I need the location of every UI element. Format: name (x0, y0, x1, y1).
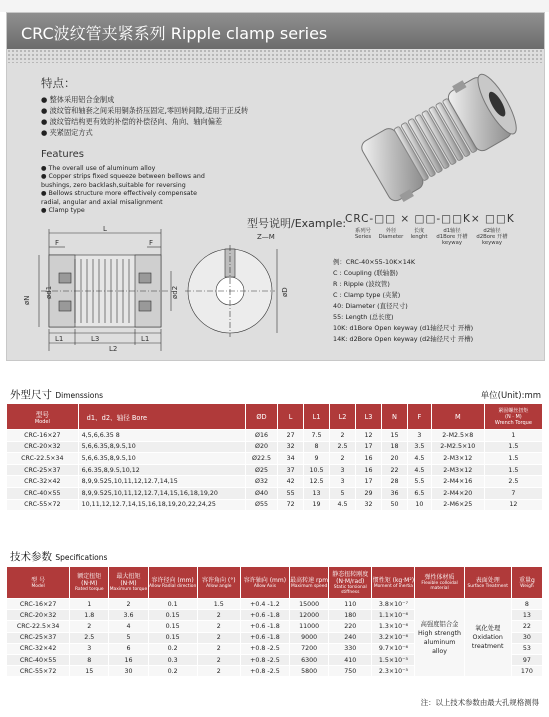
model-part-d1: d1轴径 d1Bore 开槽 keyway (436, 228, 468, 246)
feature-cn-1: ● 整体采用铝合金制成 (41, 95, 115, 104)
features-en-title: Features (41, 149, 84, 160)
label-F-left: F (55, 239, 60, 247)
dimension-drawing (25, 225, 325, 355)
spec-col-model: 型 号 Model (7, 567, 70, 599)
coupling-product-image (337, 45, 537, 225)
spec-col-stiffness: 静态扭转刚度 (N·M/rad) Static torsional stiffness (329, 567, 372, 599)
table-row: CRC-16×27 4,5,6,6.35 8 Ø16 27 7.5 2 12 15 3 2-M2.5×8 1 (7, 430, 543, 442)
table-row: CRC-25×37 6,6.35,8,9.5,10,12 Ø25 37 10.5 3 16 22 4.5 2-M3×12 1.5 (7, 464, 543, 476)
feature-cn-3: ● 波纹管结构更有效的补偿的补偿径向、角向、轴向偏差 (41, 117, 223, 126)
example-line-3: R : Ripple (波纹管) (333, 280, 390, 288)
col-wrench: 紧固螺丝扭矩 (N · M) Wrench Torque (484, 404, 542, 430)
unit-label: 单位(Unit):mm (480, 391, 541, 401)
col-F: F (407, 404, 431, 430)
table-row: CRC-55×72 15 30 0.2 2 +0.8 -2.5 5800 750 2.3×10⁻⁵ 170 (7, 666, 543, 677)
example-line-2: C : Coupling (联轴器) (333, 269, 399, 277)
page-title: CRC波纹管夹紧系列 Ripple clamp series (21, 24, 328, 43)
spec-col-weight: 重量g Weigh (511, 567, 542, 599)
label-section: Z—M (257, 233, 275, 241)
label-D: øD (281, 287, 289, 297)
example-line-6: 55: Length (总长度) (333, 313, 394, 321)
top-band (0, 0, 549, 12)
table-row: CRC-16×27 1 2 0.1 1.5 +0.4 -1.2 15000 110 3.8×10⁻⁷ 高强度铝合金 High strength aluminum alloy 氧化处理 Oxidation treatment 8 (7, 599, 543, 610)
table-row: CRC-22.5×34 2 4 0.15 2 +0.6 -1.8 11000 220 1.3×10⁻⁶ 22 (7, 621, 543, 632)
table-row: CRC-22.5×34 5,6,6.35,8,9.5,10 Ø22.5 34 9 2 16 20 4.5 2-M3×12 1.5 (7, 453, 543, 465)
col-L3: L3 (356, 404, 382, 430)
model-part-length: 长度 lenght (410, 228, 428, 240)
table-row: CRC-20×32 5,6,6.35,8,9.5,10 Ø20 32 8 2.5 17 18 3.5 2-M2.5×10 1.5 (7, 441, 543, 453)
product-panel (6, 12, 545, 361)
label-N: øN (23, 295, 31, 305)
spec-col-speed: 最高转速 rpm Maximum speed (290, 567, 329, 599)
table-row: CRC-32×42 3 6 0.2 2 +0.8 -2.5 7200 330 9.7×10⁻⁶ 53 (7, 643, 543, 654)
spec-col-max: 最大扭矩 (N·M) Maximum torque (109, 567, 148, 599)
label-L2: L2 (109, 345, 118, 353)
col-L1: L1 (304, 404, 330, 430)
feature-cn-4: ● 夹紧固定方式 (41, 128, 93, 137)
label-d2: ød2 (171, 285, 179, 299)
features-cn-title: 特点： (41, 76, 76, 90)
table-row: CRC-20×32 1.8 3.6 0.15 2 +0.6 -1.8 12000 180 1.1×10⁻⁶ 13 (7, 610, 543, 621)
title-bar (7, 13, 544, 49)
label-L1-right: L1 (141, 335, 150, 343)
table-row: CRC-55×72 10,11,12,12.7,14,15,16,18,19,20,22,24,25 Ø55 72 19 4.5 32 50 10 2-M6×25 12 (7, 499, 543, 511)
model-part-d2: d2轴径 d2Bore 开槽 keyway (476, 228, 508, 246)
spec-col-inertia: 惯性矩 (kg·M²) Moment of inertia (372, 567, 415, 599)
spec-col-rated: 额定扭矩 (N·M) Rated torque (70, 567, 109, 599)
col-bore: d1、d2、轴径 Bore (78, 404, 245, 430)
col-model: 型号 Model (7, 404, 79, 430)
label-d1: ød1 (45, 285, 53, 299)
label-L3: L3 (91, 335, 100, 343)
spec-col-axis: 容许轴向 (mm) Allow Axis (240, 567, 289, 599)
table-row: CRC-25×37 2.5 5 0.15 2 +0.6 -1.8 9000 240 3.2×10⁻⁶ 30 (7, 632, 543, 643)
feature-cn-2: ● 波纹管和轴套之间采用铜条挤压固定,零回转间隙,适用于正反转 (41, 106, 249, 115)
example-line-5: 40: Diameter (直径尺寸) (333, 302, 408, 310)
dimensions-title: 外型尺寸 Dimenssions (10, 389, 104, 401)
model-code: CRC-□□ × □□-□□K× □□K (345, 213, 515, 225)
model-title: 型号说明/Example: (247, 217, 347, 230)
feature-en-list: ● The overall use of aluminum alloy ● Copper strips fixed squeeze between bellows and bushings, zero backlash,suitable for reversing ● Bellows structure more effectively compensate radial, angular and axial misalignment ● Clamp type (41, 165, 205, 215)
spec-col-treatment: 表面处理 Surface Treatment (464, 567, 511, 599)
treatment-cell: 氧化处理 Oxidation treatment (464, 599, 511, 677)
label-L1-left: L1 (55, 335, 64, 343)
table-row: CRC-32×42 8,9,9.525,10,11,12,12.7,14,15 Ø32 42 12.5 3 17 28 5.5 2-M4×16 2.5 (7, 476, 543, 488)
dimensions-table (6, 403, 543, 511)
label-F-right: F (149, 239, 154, 247)
model-part-diameter: 外径 Diameter (378, 228, 404, 240)
footnote: 注：以上技术参数由最大孔规格测得 (420, 698, 539, 707)
spec-col-radial: 容许径向 (mm) Allow Radial direction (148, 567, 197, 599)
example-line-7: 10K: d1Bore Open keyway (d1轴径尺寸 开槽) (333, 324, 474, 332)
spec-col-angle: 容许角向 (°) Allow angle (197, 567, 240, 599)
specifications-title: 技术参数 Specifications (10, 551, 108, 563)
col-N: N (381, 404, 407, 430)
label-L: L (103, 225, 107, 233)
col-M: M (431, 404, 484, 430)
col-L2: L2 (330, 404, 356, 430)
example-line-1: 例：CRC-40×55-10K×14K (333, 258, 416, 266)
model-part-series: 系列号 Series (354, 228, 372, 240)
col-D: ØD (245, 404, 277, 430)
table-row: CRC-40×55 8 16 0.3 2 +0.8 -2.5 6300 410 1.5×10⁻⁵ 97 (7, 654, 543, 665)
spec-col-material: 弹性体材质 Flexible colloidal material (415, 567, 464, 599)
table-row: CRC-40×55 8,9,9.525,10,11,12,12.7,14,15,16,18,19,20 Ø40 55 13 5 29 36 6.5 2-M4×20 7 (7, 487, 543, 499)
specifications-table (6, 566, 543, 677)
example-line-4: C : Clamp type (夹紧) (333, 291, 401, 299)
material-cell: 高强度铝合金 High strength aluminum alloy (415, 599, 464, 677)
example-line-8: 14K: d2Bore Open keyway (d2轴径尺寸 开槽) (333, 335, 474, 343)
col-L: L (278, 404, 304, 430)
